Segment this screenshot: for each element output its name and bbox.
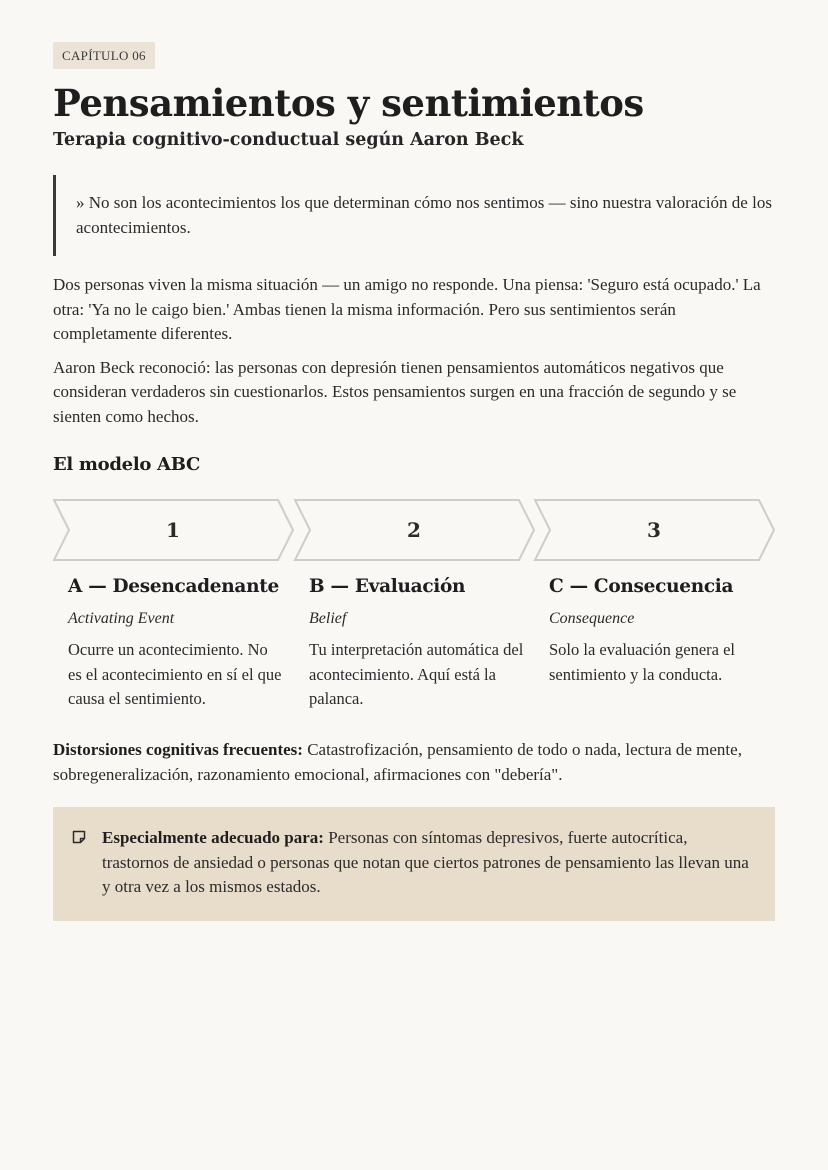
page-subtitle: Terapia cognitivo-conductual según Aaron Beck (53, 130, 524, 150)
abc-step-b (309, 575, 524, 712)
abc-step-description: Ocurre un acontecimiento. No es el acontecimiento en sí el que causa el sentimiento. (68, 640, 282, 708)
note-icon (71, 829, 87, 845)
abc-section-title: El modelo ABC (53, 454, 200, 475)
abc-step-title: C — Consecuencia (549, 576, 734, 597)
pull-quote-text: » No son los acontecimientos los que determinan cómo nos sentimos — sino nuestra valoración de los acontecimientos. (76, 193, 772, 237)
pull-quote (53, 175, 775, 256)
abc-step-description: Solo la evaluación genera el sentimiento y la conducta. (549, 640, 736, 684)
abc-step-number: 2 (407, 518, 421, 542)
callout-text (102, 826, 755, 900)
distortions-text: Catastrofización, pensamiento de todo o nada, lectura de mente, sobregeneralización, razonamiento emocional, afirmaciones con "debería". (53, 740, 742, 784)
document-page (53, 42, 775, 921)
abc-model (53, 499, 775, 731)
abc-step-subtitle: Activating Event (68, 610, 175, 627)
abc-step-number: 3 (647, 518, 661, 542)
abc-step-description: Tu interpretación automática del acontecimiento. Aquí está la palanca. (309, 640, 524, 708)
intro-paragraph: Dos personas viven la misma situación — un amigo no responde. Una piensa: 'Seguro está ocupado.' La otra: 'Ya no le caigo bien.' Ambas tienen la misma información. Pero sus sentimientos serán completamente diferentes. (53, 275, 761, 343)
abc-step-c (549, 575, 764, 687)
distortions-label: Distorsiones cognitivas frecuentes: (53, 740, 303, 759)
abc-step-a (68, 575, 283, 712)
beck-paragraph: Aaron Beck reconoció: las personas con depresión tienen pensamientos automáticos negativos que consideran verdaderos sin cuestionarlos. Estos pensamientos surgen en una fracción de segundo y se sienten como hechos. (53, 357, 737, 426)
abc-step-subtitle: Belief (309, 610, 347, 627)
abc-step-number: 1 (166, 518, 180, 542)
abc-step-title: A — Desencadenante (68, 576, 279, 597)
page-title: Pensamientos y sentimientos (53, 81, 644, 125)
distortions-paragraph (53, 738, 775, 787)
abc-step-subtitle: Consequence (549, 610, 635, 627)
abc-step-title: B — Evaluación (309, 576, 466, 597)
callout-body: Personas con síntomas depresivos, fuerte autocrítica, trastornos de ansiedad o personas que notan que ciertos patrones de pensamiento las llevan una y otra vez a los mismos estados. (102, 828, 749, 896)
suitability-callout (53, 807, 775, 921)
callout-label: Especialmente adecuado para: (102, 828, 324, 847)
chapter-tag: CAPÍTULO 06 (53, 42, 155, 69)
